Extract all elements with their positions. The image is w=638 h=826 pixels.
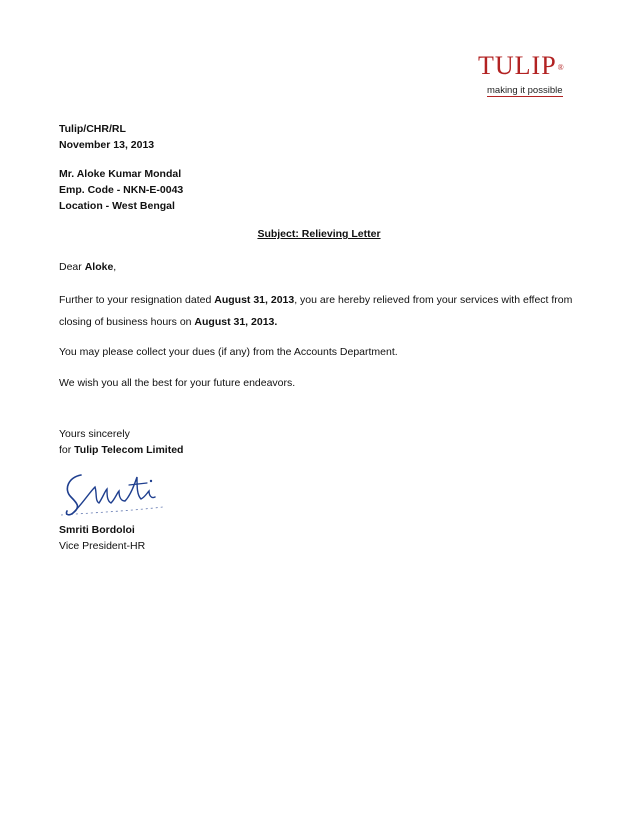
signatory-name: Smriti Bordoloi bbox=[59, 524, 135, 536]
reference-number: Tulip/CHR/RL bbox=[59, 123, 126, 135]
salutation: Dear Aloke, bbox=[59, 261, 117, 273]
letter-date: November 13, 2013 bbox=[59, 139, 155, 151]
body-paragraph-relief: Further to your resignation dated August 31, 2013, you are hereby relieved from your services with effect from closing of business hours on August 31, 2013. bbox=[59, 294, 573, 328]
recipient-location: Location - West Bengal bbox=[59, 200, 175, 212]
company-logo bbox=[478, 52, 588, 98]
body-paragraph-dues: You may please collect your dues (if any) from the Accounts Department. bbox=[59, 346, 398, 358]
employee-code: Emp. Code - NKN-E-0043 bbox=[59, 184, 184, 196]
closing-company: for Tulip Telecom Limited bbox=[59, 444, 184, 456]
resignation-date: August 31, 2013 bbox=[214, 294, 295, 306]
closing-phrase: Yours sincerely bbox=[59, 428, 130, 440]
logo-wordmark: TULIP bbox=[478, 51, 557, 80]
handwritten-signature bbox=[59, 463, 169, 519]
company-name: Tulip Telecom Limited bbox=[74, 444, 184, 456]
body-paragraph-wishes: We wish you all the best for your future endeavors. bbox=[59, 377, 296, 389]
recipient-name: Mr. Aloke Kumar Mondal bbox=[59, 168, 182, 180]
salutation-name: Aloke bbox=[84, 261, 114, 273]
signatory-title: Vice President-HR bbox=[59, 540, 146, 552]
subject-line: Subject: Relieving Letter bbox=[257, 228, 381, 240]
relieving-date: August 31, 2013. bbox=[194, 316, 278, 328]
registered-mark: ® bbox=[557, 63, 565, 72]
logo-tagline: making it possible bbox=[487, 85, 563, 96]
